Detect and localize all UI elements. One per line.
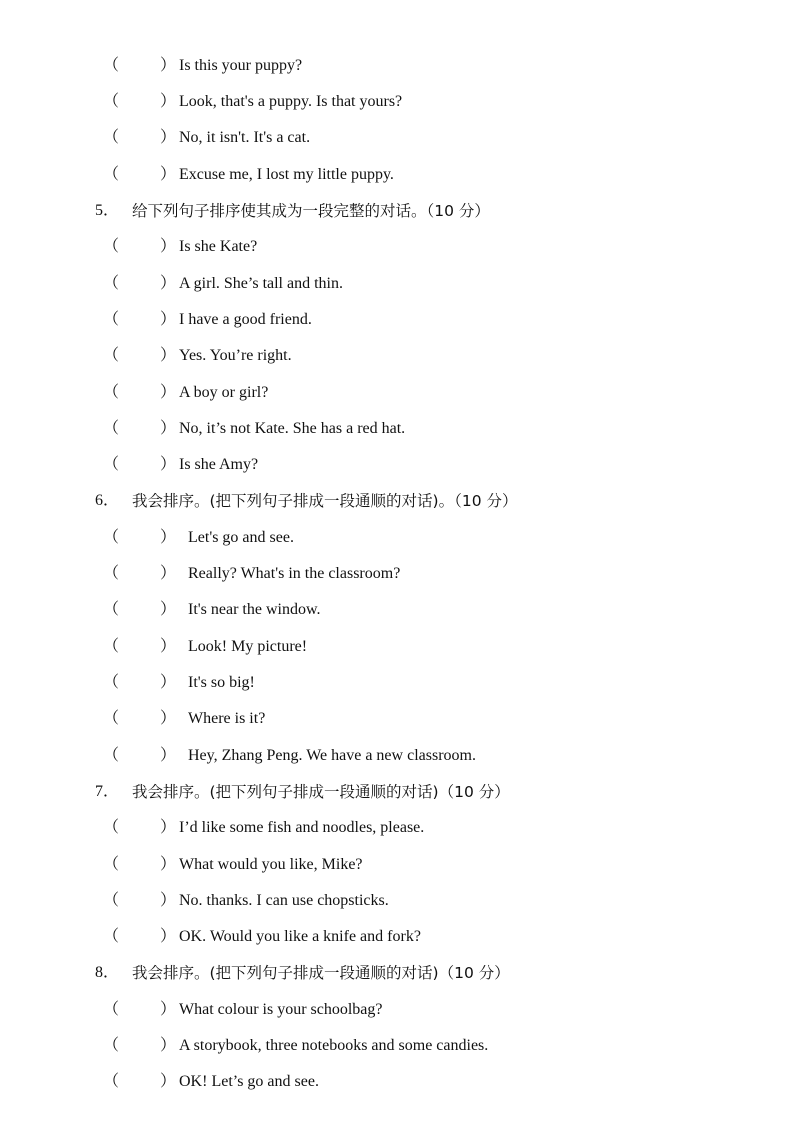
paren-open: （ [103, 311, 120, 328]
paren-open: （ [103, 238, 120, 255]
paren-close: ） [160, 638, 177, 655]
paren-close: ） [160, 238, 177, 255]
sentence-text: I have a good friend. [179, 311, 312, 328]
paren-open: （ [103, 747, 120, 764]
paren-close: ） [160, 1073, 177, 1090]
paren-open: （ [103, 275, 120, 292]
sentence-text: Excuse me, I lost my little puppy. [179, 166, 394, 183]
paren-close: ） [160, 1037, 177, 1054]
paren-close: ） [160, 384, 177, 401]
paren-close: ） [160, 129, 177, 146]
paren-close: ） [160, 856, 177, 873]
paren-close: ） [160, 57, 177, 74]
paren-open: （ [103, 384, 120, 401]
sentence-text: A girl. She’s tall and thin. [179, 275, 343, 292]
sentence-text: Is she Amy? [179, 456, 259, 473]
section-number: 5． [95, 202, 120, 219]
sentence-text: No. thanks. I can use chopsticks. [179, 892, 389, 909]
paren-open: （ [103, 710, 120, 727]
paren-open: （ [103, 892, 120, 909]
sentence-text: I’d like some fish and noodles, please. [179, 819, 425, 836]
section-number: 7． [95, 783, 120, 800]
paren-close: ） [160, 311, 177, 328]
paren-close: ） [160, 565, 177, 582]
paren-open: （ [103, 57, 120, 74]
paren-open: （ [103, 129, 120, 146]
section-number: 6． [95, 492, 120, 509]
paren-open: （ [103, 856, 120, 873]
sentence-text: Is this your puppy? [179, 57, 303, 74]
sentence-text: Yes. You’re right. [179, 347, 292, 364]
paren-close: ） [160, 456, 177, 473]
paren-open: （ [103, 1001, 120, 1018]
paren-close: ） [160, 710, 177, 727]
sentence-text: OK! Let’s go and see. [179, 1073, 319, 1090]
sentence-text: Hey, Zhang Peng. We have a new classroom. [188, 747, 476, 764]
sentence-text: A storybook, three notebooks and some candies. [179, 1037, 489, 1054]
section-title: 我会排序。(把下列句子排成一段通顺的对话)（10 分） [132, 783, 510, 801]
paren-close: ） [160, 347, 177, 364]
paren-open: （ [103, 456, 120, 473]
paren-open: （ [103, 347, 120, 364]
sentence-text: Look, that's a puppy. Is that yours? [179, 93, 403, 110]
paren-open: （ [103, 638, 120, 655]
sentence-text: No, it isn't. It's a cat. [179, 129, 311, 146]
paren-open: （ [103, 928, 120, 945]
sentence-text: Is she Kate? [179, 238, 258, 255]
sentence-text: Where is it? [188, 710, 266, 727]
paren-close: ） [160, 93, 177, 110]
sentence-text: What colour is your schoolbag? [179, 1001, 383, 1018]
paren-close: ） [160, 892, 177, 909]
paren-open: （ [103, 1037, 120, 1054]
paren-open: （ [103, 166, 120, 183]
sentence-text: OK. Would you like a knife and fork? [179, 928, 421, 945]
sentence-text: It's so big! [188, 674, 255, 691]
paren-close: ） [160, 928, 177, 945]
section-title: 我会排序。(把下列句子排成一段通顺的对话)。（10 分） [132, 492, 518, 510]
paren-close: ） [160, 674, 177, 691]
paren-open: （ [103, 420, 120, 437]
paren-close: ） [160, 1001, 177, 1018]
sentence-text: It's near the window. [188, 601, 321, 618]
sentence-text: Look! My picture! [188, 638, 308, 655]
paren-open: （ [103, 674, 120, 691]
paren-close: ） [160, 601, 177, 618]
paren-open: （ [103, 529, 120, 546]
section-number: 8． [95, 964, 120, 981]
paren-close: ） [160, 166, 177, 183]
sentence-text: No, it’s not Kate. She has a red hat. [179, 420, 406, 437]
paren-close: ） [160, 819, 177, 836]
paren-close: ） [160, 420, 177, 437]
sentence-text: Really? What's in the classroom? [188, 565, 401, 582]
sentence-text: What would you like, Mike? [179, 856, 363, 873]
paren-open: （ [103, 1073, 120, 1090]
paren-close: ） [160, 529, 177, 546]
sentence-text: Let's go and see. [188, 529, 294, 546]
paren-open: （ [103, 93, 120, 110]
section-title: 我会排序。(把下列句子排成一段通顺的对话)（10 分） [132, 964, 510, 982]
paren-open: （ [103, 601, 120, 618]
paren-close: ） [160, 747, 177, 764]
paren-open: （ [103, 819, 120, 836]
paren-open: （ [103, 565, 120, 582]
section-title: 给下列句子排序使其成为一段完整的对话。（10 分） [132, 202, 490, 220]
sentence-text: A boy or girl? [179, 384, 269, 401]
paren-close: ） [160, 275, 177, 292]
